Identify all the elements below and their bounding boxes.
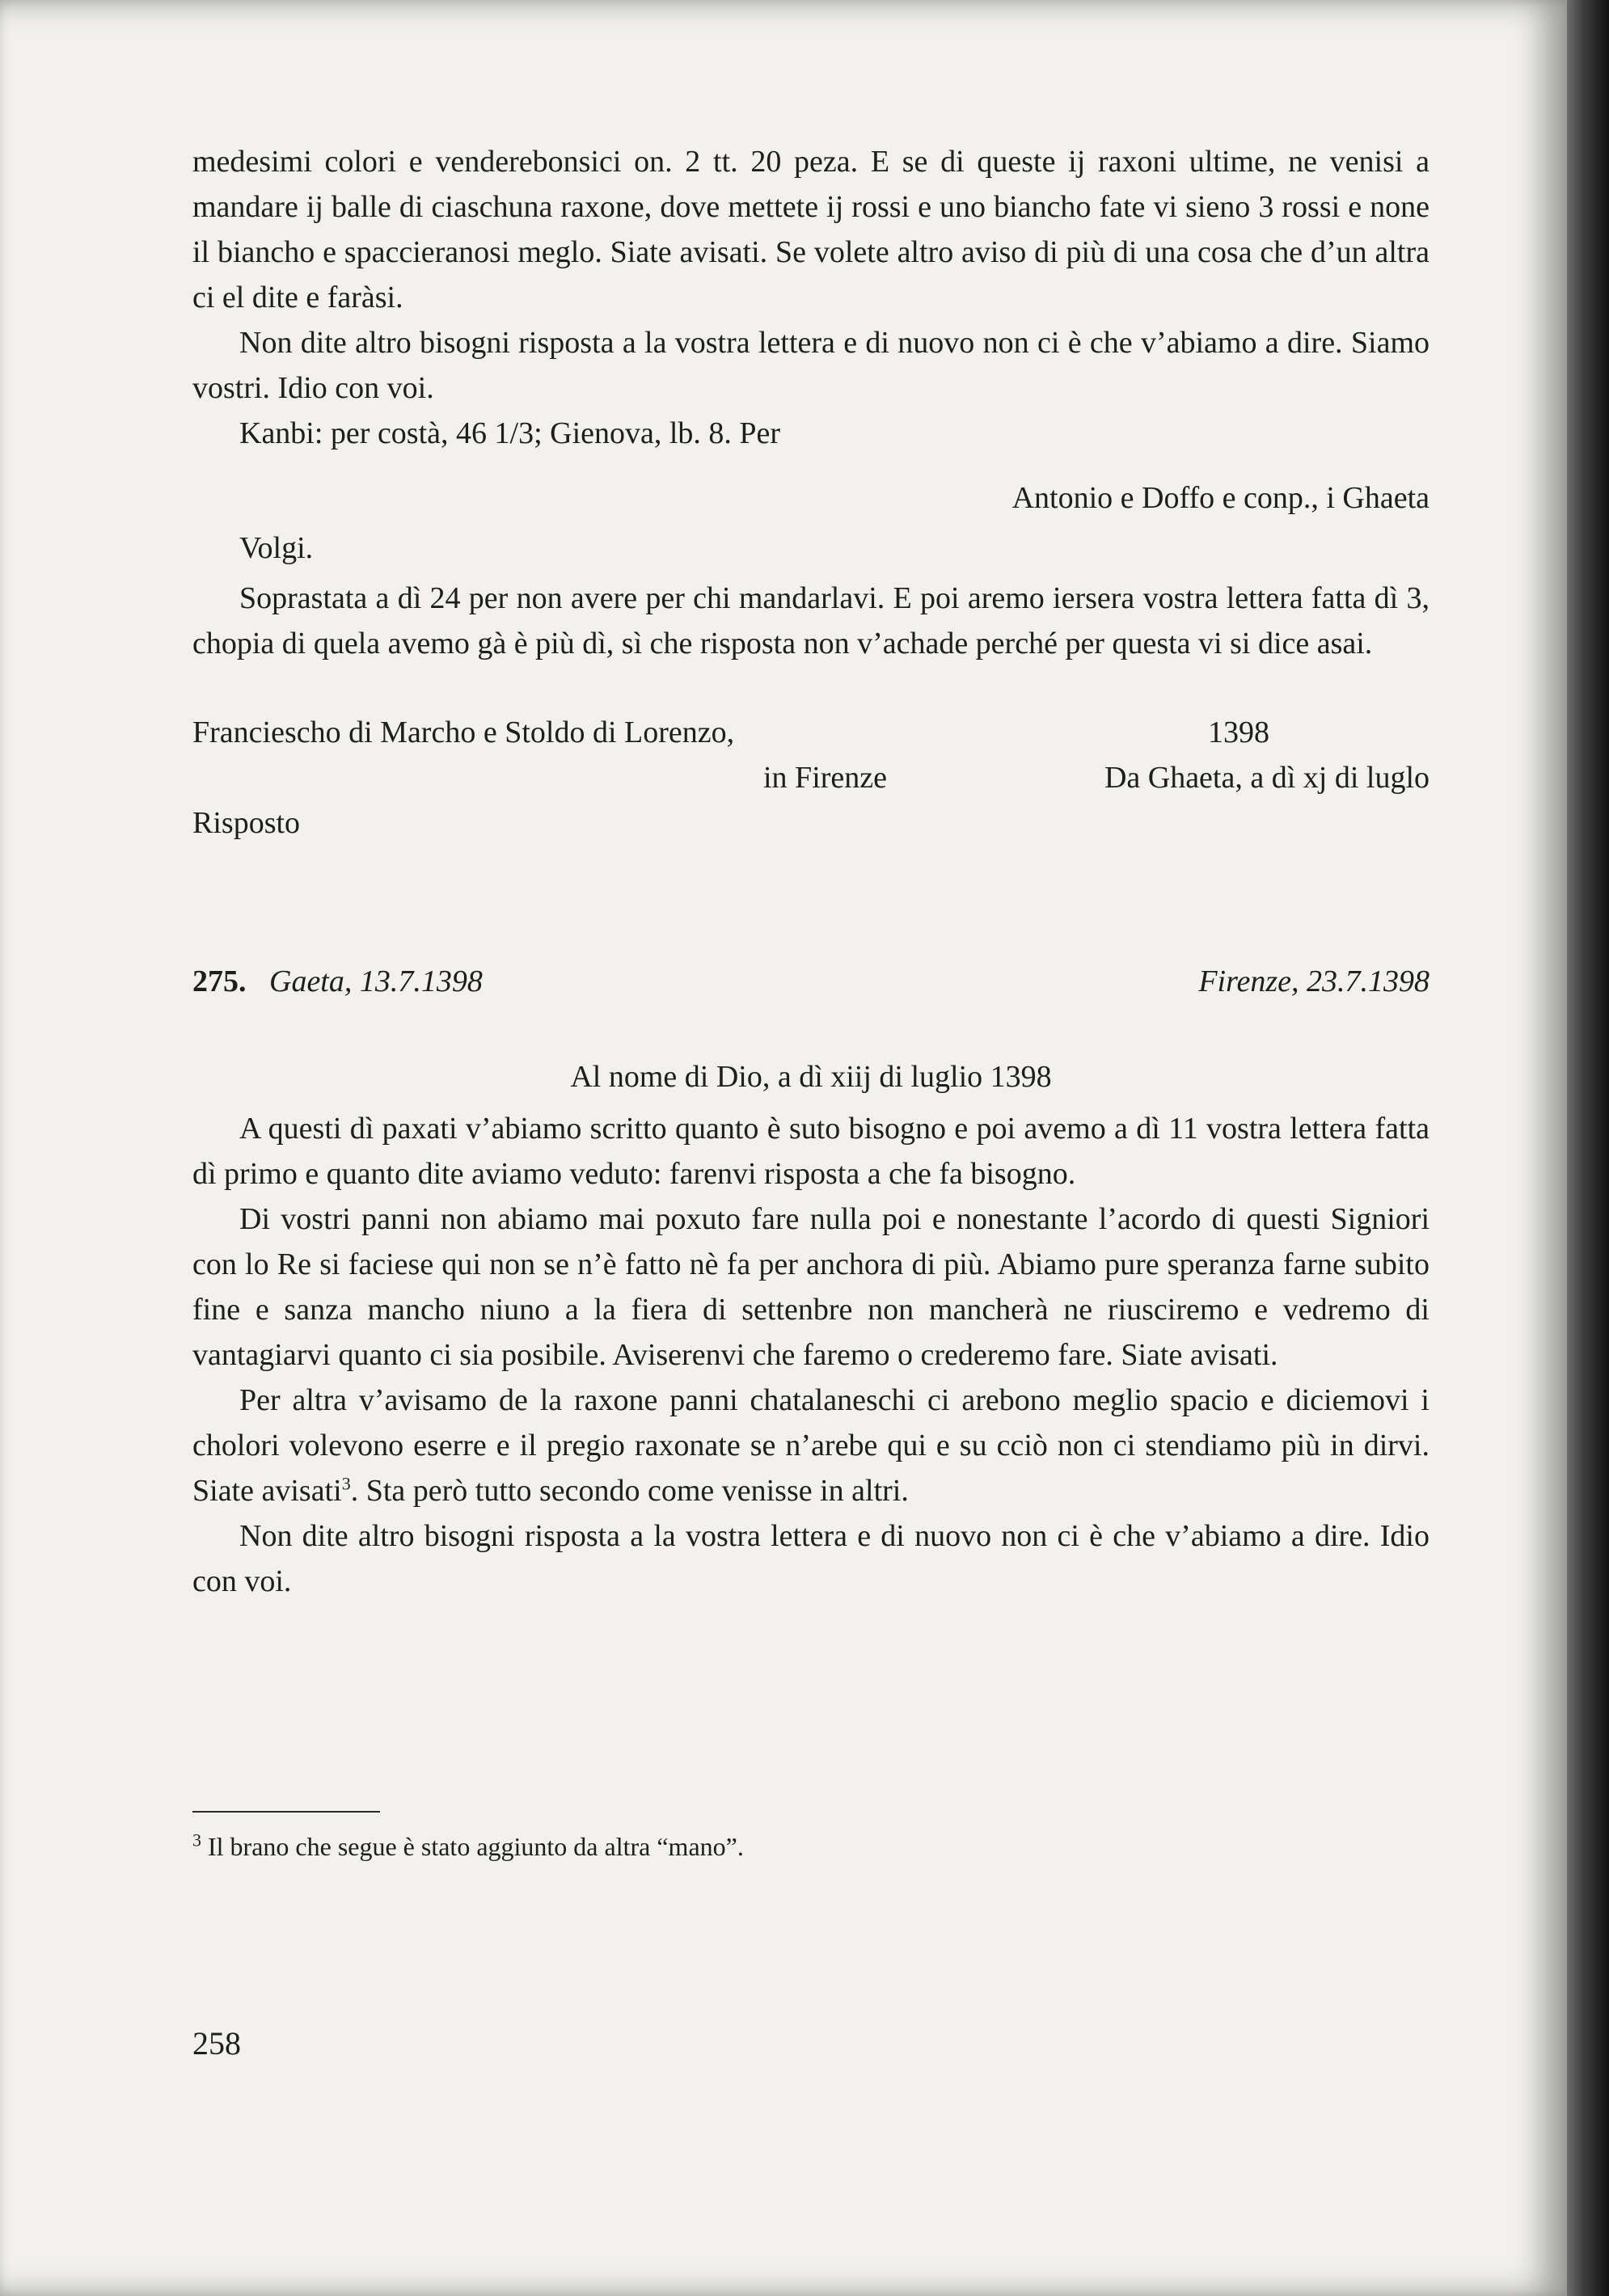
text-line: medesimi colori e venderebonsici on. 2 tt. 20 peza. E se di queste ij raxoni ultime, ne [192, 145, 1317, 179]
paragraph-postscript: Soprastata a dì 24 per non avere per chi mandarlavi. E poi aremo iersera vostra lettera fatta dì 3, chopia di quela avemo gà è più dì, sì che risposta non v’achade perché per questa vi si dice asai. [192, 581, 1430, 661]
exchange-rates: Kanbi: per costà, 46 1/3; Gienova, lb. 8. Per [239, 416, 781, 450]
page-content [192, 139, 1430, 1864]
paragraph [192, 1378, 1430, 1513]
recipient-city: in Firenze [763, 761, 888, 795]
recipient-name: Franciescho di Marcho e Stoldo di Lorenzo, [192, 715, 735, 749]
footnote-text: Il brano che segue è stato aggiunto da altra “mano”. [208, 1832, 744, 1861]
footnote [192, 1829, 1430, 1864]
reply-status: Risposto [192, 806, 301, 840]
paragraph: Non dite altro bisogni risposta a la vostra lettera e di nuovo non ci è che v’abiamo a dire. Siamo vostri. Idio con voi. [192, 326, 1430, 405]
turn-over-note: Volgi. [239, 531, 314, 565]
letter-destination: Firenze, 23.7.1398 [1198, 964, 1430, 998]
footnote-reference: 3 [341, 1473, 351, 1494]
sent-date: Da Ghaeta, a dì xj di luglo [1104, 761, 1430, 795]
page-number: 258 [192, 2025, 241, 2062]
paragraph-text: Per altra v’avisamo de la raxone panni chatalaneschi ci arebono meglio spacio e diciemovi i cholori volevono eserre e il pregio raxonate se n’arebe qui e su cciò non ci stendiamo più in dirvi. Siate avisati [192, 1383, 1430, 1508]
letter-number: 275. [192, 964, 247, 998]
entry-left [192, 959, 483, 1004]
paragraph-continued [192, 139, 1430, 320]
text-line: venisi a mandare ij balle di ciaschuna raxone, dove mettete ij rossi e uno biancho fate vi [192, 145, 1430, 224]
paragraph-text: . Sta però tutto secondo come venisse in altri. [350, 1474, 909, 1508]
footnote-divider [192, 1811, 380, 1813]
paragraph: Non dite altro bisogni risposta a la vostra lettera e di nuovo non ci è che v’abiamo a dire. Idio con voi. [192, 1519, 1430, 1598]
paragraph: A questi dì paxati v’abiamo scritto quanto è suto bisogno e poi avemo a dì 11 vostra lettera fatta dì primo e quanto dite aviamo veduto: farenvi risposta a che fa bisogno. [192, 1112, 1430, 1191]
letter-origin: Gaeta, 13.7.1398 [269, 964, 483, 998]
sender-signature: Antonio e Doffo e conp., i Ghaeta [1011, 481, 1430, 515]
book-spine-shadow [1567, 0, 1609, 2296]
text-line: di più di una cosa che d’un altra ci el dite e faràsi. [192, 235, 1430, 314]
letter-heading [192, 959, 1430, 1004]
address-block [192, 710, 1430, 846]
paragraph: Di vostri panni non abiamo mai poxuto fare nulla poi e nonestante l’acordo di questi Signiori con lo Re si faciese qui non se n’è fatto nè fa per anchora di più. Abiamo pure speranza farne subito fine e sanza mancho niuno a la fiera di settenbre non mancherà ne riusciremo e vedremo di vantagiarvi quanto ci sia posibile. Aviserenvi che faremo o crederemo fare. Siate avisati. [192, 1202, 1430, 1372]
text-line: sieno 3 rossi e none il biancho e spaccieranosi meglo. Siate avisati. Se volete altro aviso [192, 190, 1430, 269]
footnote-number: 3 [192, 1830, 201, 1851]
letter-year: 1398 [1208, 715, 1269, 749]
salutation: Al nome di Dio, a dì xiij di luglio 1398 [570, 1060, 1052, 1094]
